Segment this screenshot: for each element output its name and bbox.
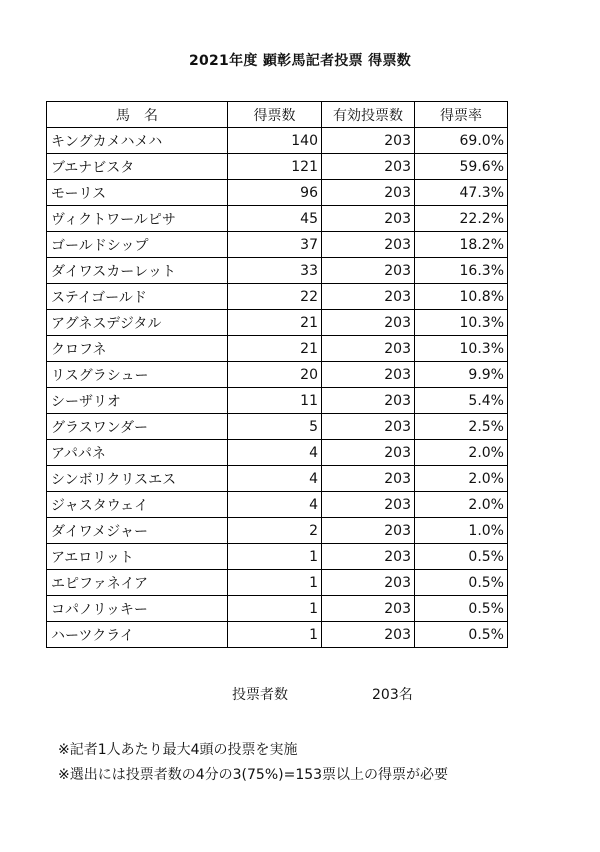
table-row [47,440,508,466]
page-title: 2021年度 顕彰馬記者投票 得票数 [188,53,412,69]
vote-rate-cell: 2.0% [415,492,508,518]
votes-cell: 121 [228,154,322,180]
vote-rate-cell: 10.3% [415,336,508,362]
table-row [47,258,508,284]
votes-cell: 33 [228,258,322,284]
valid-votes-cell: 203 [322,414,415,440]
table-row [47,492,508,518]
valid-votes-cell: 203 [322,440,415,466]
horse-name-cell: ステイゴールド [47,284,228,310]
horse-name-cell: アパパネ [47,440,228,466]
vote-rate-cell: 2.5% [415,414,508,440]
vote-rate-cell: 18.2% [415,232,508,258]
table-row [47,622,508,648]
valid-votes-cell: 203 [322,388,415,414]
valid-votes-cell: 203 [322,596,415,622]
horse-name-cell: ダイワスカーレット [47,258,228,284]
vote-rate-cell: 59.6% [415,154,508,180]
table-row [47,544,508,570]
valid-votes-cell: 203 [322,154,415,180]
valid-votes-cell: 203 [322,206,415,232]
votes-cell: 1 [228,544,322,570]
table-row [47,180,508,206]
vote-rate-cell: 5.4% [415,388,508,414]
horse-name-cell: アエロリット [47,544,228,570]
valid-votes-cell: 203 [322,518,415,544]
table-row [47,596,508,622]
horse-name-cell: エピファネイア [47,570,228,596]
vote-rate-cell: 1.0% [415,518,508,544]
table-row [47,336,508,362]
votes-cell: 5 [228,414,322,440]
table-row [47,518,508,544]
horse-name-cell: シンボリクリスエス [47,466,228,492]
votes-cell: 4 [228,492,322,518]
votes-cell: 2 [228,518,322,544]
valid-votes-cell: 203 [322,180,415,206]
vote-rate-cell: 47.3% [415,180,508,206]
votes-cell: 21 [228,310,322,336]
horse-name-cell: ジャスタウェイ [47,492,228,518]
header-votes: 得票数 [228,102,322,128]
votes-cell: 1 [228,570,322,596]
valid-votes-cell: 203 [322,310,415,336]
table-row [47,128,508,154]
table-row [47,206,508,232]
header-horse-name: 馬 名 [47,102,228,128]
horse-name-cell: ハーツクライ [47,622,228,648]
horse-name-cell: リスグラシュー [47,362,228,388]
table-row [47,284,508,310]
votes-cell: 1 [228,622,322,648]
table-row [47,414,508,440]
vote-rate-cell: 2.0% [415,440,508,466]
table-row [47,232,508,258]
horse-name-cell: ヴィクトワールピサ [47,206,228,232]
vote-rate-cell: 0.5% [415,596,508,622]
note-max-votes: ※記者1人あたり最大4頭の投票を実施 [58,742,298,758]
vote-rate-cell: 2.0% [415,466,508,492]
votes-cell: 96 [228,180,322,206]
votes-cell: 20 [228,362,322,388]
voter-count-value: 203名 [372,687,413,703]
table-row [47,388,508,414]
vote-rate-cell: 10.3% [415,310,508,336]
votes-cell: 4 [228,466,322,492]
table-row [47,362,508,388]
votes-cell: 140 [228,128,322,154]
table-row [47,570,508,596]
votes-cell: 45 [228,206,322,232]
votes-cell: 4 [228,440,322,466]
vote-rate-cell: 10.8% [415,284,508,310]
valid-votes-cell: 203 [322,466,415,492]
votes-cell: 1 [228,596,322,622]
horse-name-cell: キングカメハメハ [47,128,228,154]
vote-rate-cell: 0.5% [415,570,508,596]
vote-rate-cell: 0.5% [415,622,508,648]
note-selection-threshold: ※選出には投票者数の4分の3(75%)=153票以上の得票が必要 [58,767,449,783]
header-vote-rate: 得票率 [415,102,508,128]
vote-rate-cell: 9.9% [415,362,508,388]
horse-name-cell: ダイワメジャー [47,518,228,544]
valid-votes-cell: 203 [322,232,415,258]
valid-votes-cell: 203 [322,284,415,310]
votes-cell: 22 [228,284,322,310]
horse-name-cell: グラスワンダー [47,414,228,440]
horse-name-cell: ゴールドシップ [47,232,228,258]
header-valid-votes: 有効投票数 [322,102,415,128]
valid-votes-cell: 203 [322,258,415,284]
vote-results-table [46,101,508,648]
valid-votes-cell: 203 [322,492,415,518]
table-row [47,466,508,492]
votes-cell: 11 [228,388,322,414]
vote-rate-cell: 69.0% [415,128,508,154]
vote-rate-cell: 22.2% [415,206,508,232]
table-row [47,310,508,336]
horse-name-cell: クロフネ [47,336,228,362]
vote-rate-cell: 0.5% [415,544,508,570]
valid-votes-cell: 203 [322,336,415,362]
valid-votes-cell: 203 [322,622,415,648]
table-header-row [47,102,508,128]
horse-name-cell: モーリス [47,180,228,206]
valid-votes-cell: 203 [322,362,415,388]
vote-rate-cell: 16.3% [415,258,508,284]
voter-count-label: 投票者数 [232,687,288,703]
horse-name-cell: アグネスデジタル [47,310,228,336]
valid-votes-cell: 203 [322,570,415,596]
horse-name-cell: シーザリオ [47,388,228,414]
horse-name-cell: コパノリッキー [47,596,228,622]
horse-name-cell: ブエナビスタ [47,154,228,180]
votes-cell: 37 [228,232,322,258]
valid-votes-cell: 203 [322,128,415,154]
votes-cell: 21 [228,336,322,362]
valid-votes-cell: 203 [322,544,415,570]
table-row [47,154,508,180]
